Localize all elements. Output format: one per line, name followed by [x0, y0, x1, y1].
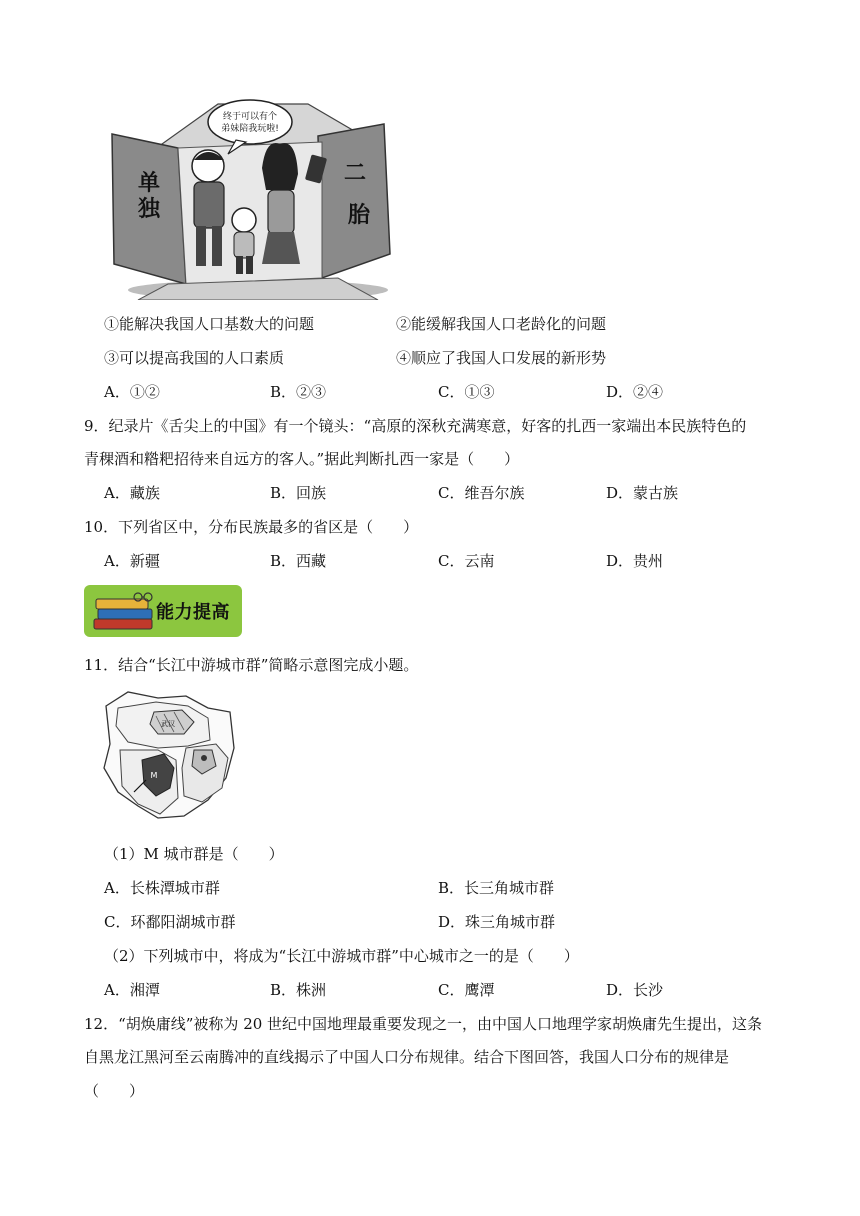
q8-option-a[interactable]: A．①②	[104, 383, 160, 401]
map-label-wuhan: 武汉	[161, 720, 175, 728]
q9-option-b[interactable]: B．回族	[270, 484, 327, 502]
q11-stem: 11．结合“长江中游城市群”简略示意图完成小题。	[84, 656, 419, 674]
q8-statement-2: ②能缓解我国人口老龄化的问题	[396, 315, 607, 333]
q11-sub1-stem: （1）M 城市群是（ ）	[104, 845, 284, 863]
yangtze-middle-city-cluster-map	[98, 688, 238, 822]
q12-stem-line2: 自黑龙江黑河至云南腾冲的直线揭示了中国人口分布规律。结合下图回答，我国人口分布的规律是	[84, 1048, 730, 1066]
q9-stem-line1: 9．纪录片《舌尖上的中国》有一个镜头：“高原的深秋充满寒意，好客的扎西一家端出本民族特色的	[84, 417, 747, 435]
q12-stem-line3: （ ）	[84, 1082, 145, 1100]
left-door-char-2: 独	[138, 197, 161, 222]
books-icon	[92, 591, 158, 633]
two-child-policy-cartoon	[108, 94, 400, 300]
q11-sub2-stem: （2）下列城市中，将成为“长江中游城市群”中心城市之一的是（ ）	[104, 947, 579, 965]
q9-stem-line2: 青稞酒和糌粑招待来自远方的客人。”据此判断扎西一家是（ ）	[84, 450, 520, 468]
q8-option-d[interactable]: D．②④	[606, 383, 664, 401]
q9-option-a[interactable]: A．藏族	[104, 484, 160, 502]
q11-sub1-option-c[interactable]: C．环鄱阳湖城市群	[104, 913, 236, 931]
q11-sub1-option-a[interactable]: A．长株潭城市群	[104, 879, 220, 897]
left-door-char-1: 单	[138, 171, 161, 196]
q11-sub1-option-d[interactable]: D．珠三角城市群	[438, 913, 556, 931]
q8-statement-1: ①能解决我国人口基数大的问题	[104, 315, 315, 333]
ability-improvement-banner	[84, 585, 242, 637]
map-label-m: M	[150, 771, 158, 780]
q10-option-d[interactable]: D．贵州	[606, 552, 664, 570]
q9-option-c[interactable]: C．维吾尔族	[438, 484, 525, 502]
q9-option-d[interactable]: D．蒙古族	[606, 484, 679, 502]
q11-sub2-option-c[interactable]: C．鹰潭	[438, 981, 495, 999]
q11-sub2-option-b[interactable]: B．株洲	[270, 981, 327, 999]
right-door-char-1: 二	[344, 161, 367, 186]
bubble-text-line2: 弟妹陪我玩啦!	[221, 124, 279, 134]
q10-option-b[interactable]: B．西藏	[270, 552, 327, 570]
q10-stem: 10．下列省区中，分布民族最多的省区是（ ）	[84, 518, 419, 536]
bubble-text-line1: 终于可以有个	[222, 112, 278, 122]
right-door-char-2: 胎	[348, 203, 371, 228]
banner-label: 能力提高	[156, 602, 230, 623]
q11-sub1-option-b[interactable]: B．长三角城市群	[438, 879, 555, 897]
q8-option-b[interactable]: B．②③	[270, 383, 327, 401]
q11-sub2-option-d[interactable]: D．长沙	[606, 981, 664, 999]
q12-stem-line1: 12．“胡焕庸线”被称为 20 世纪中国地理最重要发现之一，由中国人口地理学家胡焕庸先生提出，这条	[84, 1015, 763, 1033]
q10-option-a[interactable]: A．新疆	[104, 552, 160, 570]
q8-statement-3: ③可以提高我国的人口素质	[104, 349, 285, 367]
q10-option-c[interactable]: C．云南	[438, 552, 495, 570]
q8-option-c[interactable]: C．①③	[438, 383, 495, 401]
q8-statement-4: ④顺应了我国人口发展的新形势	[396, 349, 607, 367]
q11-sub2-option-a[interactable]: A．湘潭	[104, 981, 160, 999]
